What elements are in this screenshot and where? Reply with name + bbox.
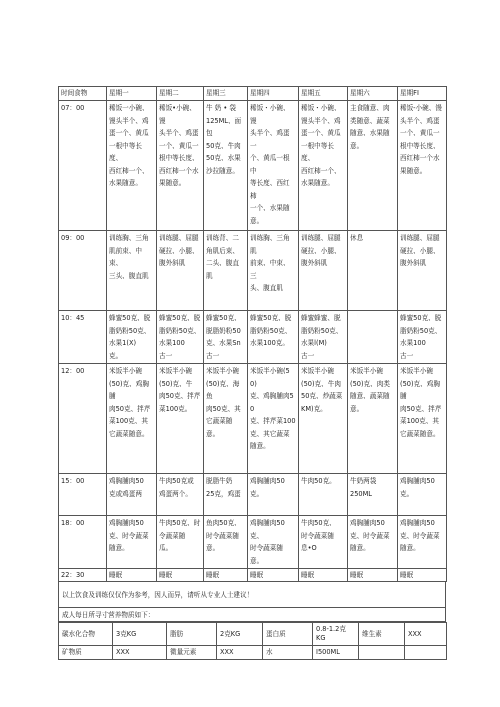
cell-line: 鸡胸脯肉50 [400,519,435,527]
cell-line: 肌 [206,271,213,280]
cell-line: 水果l(M) [301,339,327,347]
table-cell [107,101,157,231]
table-cell [204,101,248,231]
cell-line: 西红柿一个水 [159,166,199,175]
cell-line: 意。 [206,544,220,552]
cell-line: 蜂蜜50克、脱 [159,314,201,322]
table-cell [348,311,398,364]
cell-line: 西红柿一个、 [109,166,149,175]
header-day-2: 星期二 [157,87,204,101]
cell-line: 脂奶粉50克、 [301,326,343,335]
table-cell [204,231,248,311]
cell-line: 牛肉50克或 [159,477,194,485]
cell-line: 菜100克。 [159,404,192,413]
table-cell [204,311,248,364]
table-cell [348,364,398,474]
cell-line: 脂奶粉50克、 [400,326,442,335]
cell-line: (50)克、牛肉 [301,379,341,388]
table-cell [204,516,248,569]
cell-line: 腹外斜肌 [159,259,186,267]
table-cell [157,474,204,516]
table-cell [157,231,204,311]
cell-line: (50)克、海鱼 [206,379,240,400]
cell-line: 馒头半个、鸡 [109,116,149,125]
cell-line: 米饭半小碗 [159,367,192,375]
table-cell [398,101,447,231]
cell-line: 根中等长度、 [400,141,440,150]
time-cell: 09：00 [59,231,107,311]
cell-line: 蜂蜜50克、 [206,314,241,322]
cell-line: 训练胸、三角 [109,234,149,242]
nutrition-cell: 0.8-1.2克 KG [313,623,359,646]
header-time-food: 时间食物 [59,87,107,101]
table-row [59,623,447,646]
cell-line: 随意。 [400,544,420,552]
table-cell [204,474,248,516]
cell-line: 50克、炒蔬菜 [301,392,343,400]
nutrition-cell: 水 [263,646,313,660]
cell-line: 米饭半小碗 [206,367,239,375]
cell-line: 个、黄瓜一根中 [250,154,290,175]
cell-line: 前束、中束、三 [250,259,290,280]
table-cell [348,231,398,311]
nutrition-cell: 3克KG [113,623,167,646]
cell-line: 水果随意。 [301,179,334,187]
nutrition-cell: 脂肪 [167,623,217,646]
header-day-6: 星期六 [348,87,398,101]
cell-line: 蜂蜜50克、脱 [250,314,292,322]
table-cell [248,101,299,231]
cell-line: 它蔬菜随意。 [206,417,233,438]
table-cell [348,569,398,582]
cell-line: 睡眠 [400,571,414,579]
nutrition-cell: I500ML [313,646,359,660]
time-cell: 10：45 [59,311,107,364]
cell-line: 训练胸、三角肌 [250,234,290,255]
cell-line: 训练腿、屈腿 [400,234,440,242]
cell-line: 一根中等长度、 [109,141,142,162]
cell-line: 随意。 [109,544,129,552]
cell-line: 鸡胸脯肉50克、 [250,519,285,540]
table-cell [348,516,398,569]
cell-line: 克、水果Sn [206,339,241,347]
cell-line: 米饭半小碗 [350,367,383,375]
cell-line: KM)克。 [301,404,327,413]
header-day-5: 星期五 [299,87,348,101]
cell-line: 脂奶粉50克、 [109,326,151,335]
nutrition-cell: 碳水化合物 [59,623,113,646]
cell-line: 根中等长度、 [159,154,199,162]
header-row [59,87,447,101]
cell-line: 肉50克、其 [206,404,241,413]
cell-line: 意。 [350,141,364,150]
cell-line: 息•O [301,544,317,552]
table-cell [248,231,299,311]
cell-line: 时令蔬菜随 [206,531,239,540]
nutrition-cell: 矿物质 [59,646,113,660]
cell-line: 鱼肉50克、 [206,519,241,527]
cell-line: 随意。 [350,544,370,552]
cell-line: 牛肉50克、 [301,519,336,527]
cell-line: 鸡胸脯肉50 [109,477,144,485]
cell-line: 一个、水果随意。 [250,204,290,225]
cell-line: 它蔬菜随意。 [400,429,440,438]
cell-line: 稀饭一小碗、 [109,104,149,112]
cell-line: (50)克、鸡胸脯 [400,379,440,400]
table-cell [398,569,447,582]
time-cell: 22：30 [59,569,107,582]
table-cell [107,569,157,582]
header-day-4: 星期四 [248,87,299,101]
cell-line: 一根中等长度、 [301,141,334,162]
table-cell [157,311,204,364]
table-row [59,646,447,660]
nutrition-cell: 2克KG [217,623,263,646]
cell-line: 古一 [159,351,173,360]
cell-line: 蛋一个、黄瓜 [301,129,341,137]
cell-line: 西红柿一个水 [400,154,440,162]
cell-line: 稀饭•小碗、馒 [159,104,196,125]
table-cell [157,364,204,474]
cell-line: 脂奶粉50克、 [159,326,201,335]
table-cell [398,364,447,474]
cell-line: 果随意。 [159,179,186,187]
cell-line: 肌前束、中束、 [109,246,142,267]
table-cell [299,569,348,582]
cell-line: 克、时令蔬菜 [400,531,440,540]
cell-line: 二头、腹直 [206,259,239,267]
cell-line: 角肌后束、 [206,246,239,255]
cell-line: 牛肉50克、时 [159,519,201,527]
time-cell: 18：00 [59,516,107,569]
nutrition-cell: 微量元素 [167,646,217,660]
table-row [59,231,447,311]
nutrition-cell [405,646,447,660]
cell-line: 它蔬菜随意。 [109,429,149,438]
cell-line: 随意、水果随 [350,129,390,137]
cell-line: 脂奶粉50克、 [250,326,292,335]
cell-line: 蛋一个、黄瓜 [109,129,149,137]
cell-line: 令蔬菜随 [159,531,186,540]
cell-line: 等长度、西红柿 [250,179,290,200]
table-row [59,311,447,364]
cell-line: 睡眠 [109,571,123,579]
table-cell [107,231,157,311]
cell-line: 蜂蜜50克、脱 [109,314,151,322]
header-day-3: 星期三 [204,87,248,101]
table-cell [248,516,299,569]
cell-line: 睡眠 [350,571,364,579]
cell-line: 休息 [350,234,364,242]
table-cell [107,364,157,474]
table-cell [107,311,157,364]
cell-line: 睡眠 [250,571,264,579]
table-row [59,364,447,474]
cell-line: 牛肉50克。 [301,477,336,485]
nutrition-cell [359,646,405,660]
cell-line: 腹外斜肌 [400,259,427,267]
cell-line: 克、时令蔬菜 [350,531,390,540]
cell-line: 克、拌芹菜100 [250,417,296,425]
cell-line: 头半个、鸡蛋 [159,129,199,137]
cell-line: 古一 [400,351,414,360]
table-row [59,474,447,516]
cell-line: 鸡胸脯肉50克。 [250,477,285,498]
cell-line: 时令蔬菜随意。 [250,544,283,565]
table-cell [204,569,248,582]
cell-line: 类随意、蔬菜 [350,116,390,125]
cell-line: 西红柿一个、 [301,166,341,175]
cell-line: 25克，鸡蛋 [206,489,241,498]
table-cell [107,474,157,516]
cell-line: 三头、腹直肌 [109,271,149,280]
cell-line: 稀饭-小碗、馒 [400,104,442,112]
cell-line: 头半个、鸡蛋 [400,116,440,125]
cell-line: 米饭半小碗 [301,367,334,375]
cell-line: 脱脂奶粉50 [206,326,241,335]
cell-line: 菜100克、其 [109,417,148,425]
cell-line: 训练腿、屈腿 [301,234,341,242]
cell-line: 克。 [109,351,123,360]
table-cell [248,311,299,364]
cell-line: 古一 [206,351,220,360]
cell-line: 50克、水果 [206,154,241,162]
cell-line: 蜂蜜蜂蜜、脱 [301,314,341,322]
cell-line: 随意、蔬菜随 [350,392,390,400]
cell-line: (50)克、牛 [159,379,193,388]
cell-line: 头半个、鸡蛋一 [250,129,290,150]
time-cell: 07：00 [59,101,107,231]
cell-line: 鸡胸脯肉50 [350,519,385,527]
cell-line: 硬拉、小腿、 [159,246,199,255]
cell-line: 肉50克、拌芹 [400,404,442,413]
cell-line: 水果1(X) [109,339,137,347]
nutrition-cell: XXX [113,646,167,660]
cell-line: 主食随意、肉 [350,104,390,112]
table-cell [398,311,447,364]
nutrition-title: 成人每日所寻寸营养物质如下： [58,608,446,622]
cell-line: 克、时令蔬菜 [109,531,149,540]
cell-line: 鸡蛋两个。 [159,489,192,498]
nutrition-table [58,622,447,660]
table-cell [398,231,447,311]
table-row [59,516,447,569]
cell-line: 瓜。 [159,544,173,552]
time-cell: 15：00 [59,474,107,516]
table-cell [299,231,348,311]
cell-line: 克、其它蔬菜随意。 [250,429,290,450]
table-cell [348,474,398,516]
table-cell [107,516,157,569]
cell-line: 50克、牛肉 [206,141,241,150]
table-row [59,101,447,231]
cell-line: 125ML、面包 [206,116,242,137]
cell-line: (50)克、肉类 [350,379,390,388]
cell-line: 一个、黄瓜一 [159,141,199,150]
cell-line: 米饭半小碗 [109,367,142,375]
cell-line: 一个、黄瓜一 [400,129,440,137]
cell-line: 水果100 [159,339,185,347]
cell-line: 硬拉、小腿、 [301,246,341,255]
cell-line: 克或鸡蛋两 [109,489,142,498]
cell-line: 肉50克、拌芹 [159,392,201,400]
cell-line: 牛奶两袋 [350,477,377,485]
table-cell [398,516,447,569]
table-cell [348,101,398,231]
nutrition-cell: 蛋白质 [263,623,313,646]
table-cell [248,364,299,474]
table-cell [299,364,348,474]
schedule-section [58,86,446,582]
cell-line: 米饭半小碗 [400,367,433,375]
table-cell [204,364,248,474]
cell-line: 鸡胸脯肉50 [109,519,144,527]
table-cell [398,474,447,516]
cell-line: 睡眠 [301,571,315,579]
cell-line: 训练腿、屈腿 [159,234,199,242]
table-cell [299,516,348,569]
cell-line: 鸡胸脯肉50 [400,477,435,485]
nutrition-cell: XXX [405,623,447,646]
header-day-7: 星期FI [398,87,447,101]
cell-line: 脱脂牛奶 [206,477,233,485]
time-cell: 12：00 [59,364,107,474]
table-row [59,569,447,582]
cell-line: 沙拉随意。 [206,166,239,175]
cell-line: 训练背、二 [206,234,239,242]
cell-line: 250ML [350,489,372,498]
cell-line: 克、鸡胸脯肉50 [250,392,294,413]
cell-line: 米饭半小碗(50) [250,367,290,388]
cell-line: 克。 [400,489,414,498]
table-cell [157,516,204,569]
cell-line: 水果100 [400,339,426,347]
cell-line: 睡眠 [159,571,173,579]
cell-line: 水果100克。 [250,339,289,347]
cell-line: 稀饭・小碗、 [301,104,341,112]
table-cell [248,569,299,582]
cell-line: 馒头半个、鸡 [301,116,341,125]
table-cell [248,474,299,516]
nutrition-cell: XXX [217,646,263,660]
cell-line: 古一 [301,351,315,360]
cell-line: (50)克、鸡胸脯 [109,379,149,400]
nutrition-cell: 维生素 [359,623,405,646]
cell-line: 蜂蜜50克、脱 [400,314,442,322]
cell-line: 腹外斜肌 [301,259,328,267]
cell-line: 睡眠 [206,571,220,579]
cell-line: 意。 [350,404,364,413]
cell-line: 时令蔬菜随 [301,531,334,540]
cell-line: 稀饭・小碗、馒 [250,104,290,125]
header-day-1: 星期一 [107,87,157,101]
schedule-table [58,86,447,582]
disclaimer-note: 以上饮食及训练仅仅作为参考，因人而异，请听从专业人士建议！ [58,582,446,608]
cell-line: 硬拉、小腿、 [400,246,440,255]
cell-line: 牛 奶 • 袋 [206,104,236,112]
table-cell [299,311,348,364]
table-cell [157,569,204,582]
cell-line: 水果随意。 [109,179,142,187]
table-cell [299,101,348,231]
cell-line: 肉50克、拌芹 [109,404,151,413]
cell-line: 头、腹直肌 [250,284,283,292]
table-cell [299,474,348,516]
cell-line: 菜100克、其 [400,417,439,425]
cell-line: 果随意。 [400,166,427,175]
table-cell [157,101,204,231]
